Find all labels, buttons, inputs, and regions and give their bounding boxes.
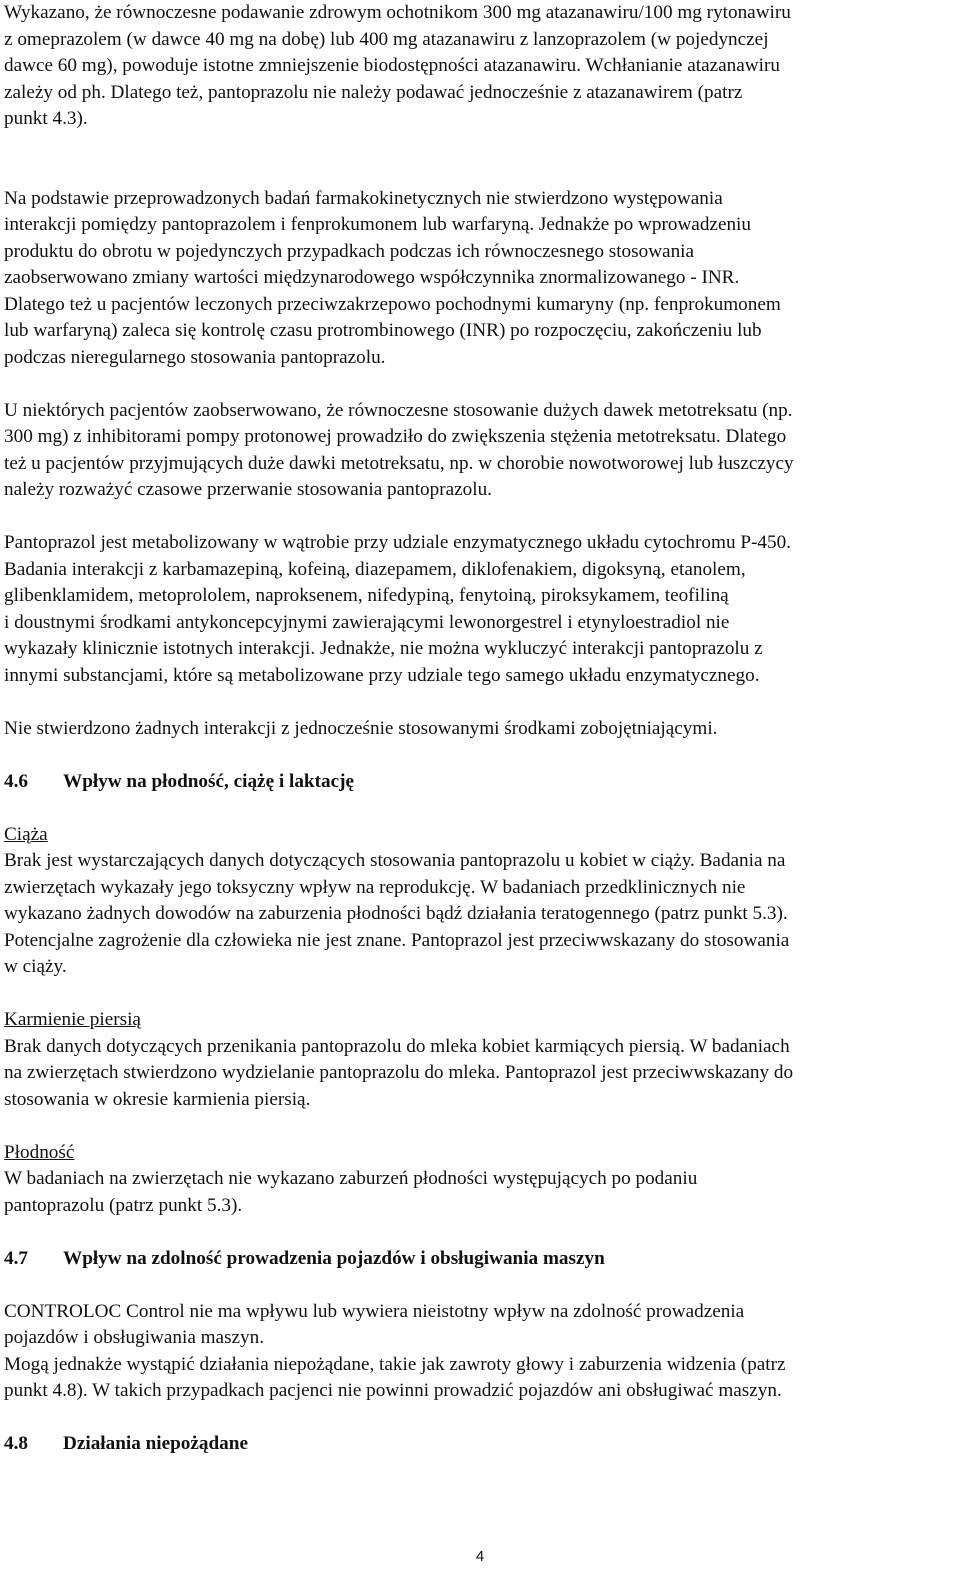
page-number: 4 bbox=[475, 1548, 485, 1565]
text-line: podczas nieregularnego stosowania pantoprazolu. bbox=[4, 346, 386, 368]
spacer bbox=[4, 504, 956, 531]
section-heading-4-6 bbox=[4, 769, 956, 796]
text-line: Mogą jednakże wystąpić działania niepożądane, takie jak zawroty głowy i zaburzenia widzenia (patrz bbox=[4, 1353, 786, 1375]
subsection-heading: Płodność bbox=[4, 1141, 75, 1163]
text-line: stosowania w okresie karmienia piersią. bbox=[4, 1088, 311, 1110]
text-line: i doustnymi środkami antykoncepcyjnymi zawierającymi lewonorgestrel i etynyloestradiol nie bbox=[4, 611, 730, 633]
paragraph-antacids bbox=[4, 716, 956, 743]
spacer bbox=[4, 742, 956, 769]
subsection-heading: Karmienie piersią bbox=[4, 1009, 141, 1030]
spacer bbox=[4, 981, 956, 1008]
document-page bbox=[4, 0, 956, 1458]
text-line: wykazały klinicznie istotnych interakcji. Jednakże, nie można wykluczyć interakcji pantoprazolu z bbox=[4, 638, 763, 659]
text-line: Nie stwierdzono żadnych interakcji z jednocześnie stosowanymi środkami zobojętniającymi. bbox=[4, 717, 718, 739]
text-line: dawce 60 mg), powoduje istotne zmniejszenie biodostępności atazanawiru. Wchłanianie atazanawiru bbox=[4, 55, 780, 76]
text-line: też u pacjentów przyjmujących duże dawki metotreksatu, np. w chorobie nowotworowej lub łuszczycy bbox=[4, 452, 794, 474]
text-line: w ciąży. bbox=[4, 956, 67, 977]
paragraph-methotrexate bbox=[4, 398, 956, 504]
text-line: punkt 4.3). bbox=[4, 108, 88, 129]
spacer bbox=[4, 795, 956, 822]
paragraph-metabolism bbox=[4, 530, 956, 689]
text-line: glibenklamidem, metoprololem, naproksenem, nifedypiną, fenytoiną, piroksykamem, teofiliną bbox=[4, 585, 729, 606]
spacer bbox=[4, 689, 956, 716]
text-line: Potencjalne zagrożenie dla człowieka nie jest znane. Pantoprazol jest przeciwwskazany do stosowania bbox=[4, 929, 790, 951]
text-line: Badania interakcji z karbamazepiną, kofeiną, diazepamem, diklofenakiem, digoksyną, etanolem, bbox=[4, 558, 746, 580]
text-line: punkt 4.8). W takich przypadkach pacjenci nie powinni prowadzić pojazdów ani obsługiwać maszyn. bbox=[4, 1380, 782, 1401]
text-line: Pantoprazol jest metabolizowany w wątrobie przy udziale enzymatycznego układu cytochromu P-450. bbox=[4, 532, 791, 553]
spacer bbox=[4, 1219, 956, 1246]
text-line: pojazdów i obsługiwania maszyn. bbox=[4, 1327, 265, 1348]
text-line: Brak danych dotyczących przenikania pantoprazolu do mleka kobiet karmiących piersią. W badaniach bbox=[4, 1035, 790, 1057]
text-line: W badaniach na zwierzętach nie wykazano zaburzeń płodności występujących po podaniu bbox=[4, 1168, 698, 1189]
subsection-breastfeeding bbox=[4, 1007, 956, 1113]
text-line: produktu do obrotu w pojedynczych przypadkach podczas ich równoczesnego stosowania bbox=[4, 240, 695, 262]
subsection-pregnancy bbox=[4, 822, 956, 981]
section-heading-4-8 bbox=[4, 1431, 956, 1458]
text-line: należy rozważyć czasowe przerwanie stosowania pantoprazolu. bbox=[4, 479, 492, 500]
spacer bbox=[4, 133, 956, 186]
spacer bbox=[4, 1405, 956, 1432]
text-line: CONTROLOC Control nie ma wpływu lub wywiera nieistotny wpływ na zdolność prowadzenia bbox=[4, 1300, 745, 1322]
text-line: lub warfaryną) zaleca się kontrolę czasu protrombinowego (INR) po rozpoczęciu, zakończeniu lub bbox=[4, 320, 762, 341]
text-line: Na podstawie przeprowadzonych badań farmakokinetycznych nie stwierdzono występowania bbox=[4, 187, 723, 209]
paragraph-coumarin bbox=[4, 186, 956, 372]
subsection-heading: Ciąża bbox=[4, 823, 48, 845]
text-line: zależy od ph. Dlatego też, pantoprazolu nie należy podawać jednocześnie z atazanawirem (patrz bbox=[4, 81, 743, 103]
spacer bbox=[4, 1272, 956, 1299]
subsection-fertility bbox=[4, 1140, 956, 1220]
text-line: innymi substancjami, które są metabolizowane przy udziale tego samego układu enzymatycznego. bbox=[4, 664, 760, 686]
section-title: Działania niepożądane bbox=[63, 1433, 248, 1454]
text-line: z omeprazolem (w dawce 40 mg na dobę) lub 400 mg atazanawiru z lanzoprazolem (w pojedynczej bbox=[4, 28, 769, 50]
text-line: U niektórych pacjentów zaobserwowano, że równoczesne stosowanie dużych dawek metotreksatu (np. bbox=[4, 399, 793, 421]
section-title: Wpływ na płodność, ciążę i laktację bbox=[63, 770, 355, 792]
paragraph-driving bbox=[4, 1299, 956, 1405]
section-number: 4.8 bbox=[4, 1433, 28, 1454]
spacer bbox=[4, 1113, 956, 1140]
text-line: na zwierzętach stwierdzono wydzielanie pantoprazolu do mleka. Pantoprazol jest przeciwwskazany do bbox=[4, 1062, 794, 1083]
text-line: 300 mg) z inhibitorami pompy protonowej prowadziło do zwiększenia stężenia metotreksatu. Dlatego bbox=[4, 426, 787, 447]
section-number: 4.7 bbox=[4, 1247, 28, 1269]
section-heading-4-7 bbox=[4, 1246, 956, 1273]
paragraph-atazanavir bbox=[4, 0, 956, 133]
section-number: 4.6 bbox=[4, 770, 28, 792]
section-title: Wpływ na zdolność prowadzenia pojazdów i obsługiwania maszyn bbox=[63, 1247, 605, 1269]
text-line: zwierzętach wykazały jego toksyczny wpływ na reprodukcję. W badaniach przedklinicznych nie bbox=[4, 876, 746, 898]
text-line: zaobserwowano zmiany wartości międzynarodowego współczynnika znormalizowanego - INR. bbox=[4, 267, 740, 288]
text-line: Brak jest wystarczających danych dotyczących stosowania pantoprazolu u kobiet w ciąży. Badania na bbox=[4, 850, 786, 871]
text-line: pantoprazolu (patrz punkt 5.3). bbox=[4, 1194, 243, 1216]
text-line: Wykazano, że równoczesne podawanie zdrowym ochotnikom 300 mg atazanawiru/100 mg rytonawiru bbox=[4, 2, 791, 23]
spacer bbox=[4, 371, 956, 398]
text-line: Dlatego też u pacjentów leczonych przeciwzakrzepowo pochodnymi kumaryny (np. fenprokumonem bbox=[4, 293, 781, 315]
text-line: interakcji pomiędzy pantoprazolem i fenprokumonem lub warfaryną. Jednakże po wprowadzeniu bbox=[4, 214, 751, 235]
text-line: wykazano żadnych dowodów na zaburzenia płodności bądź działania teratogennego (patrz punkt 5.3). bbox=[4, 903, 788, 924]
